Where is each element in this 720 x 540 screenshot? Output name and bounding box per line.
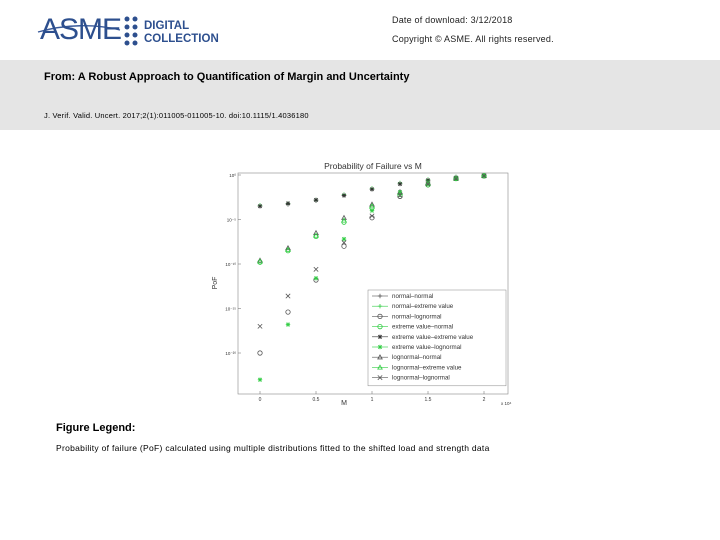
y-axis-label: PoF bbox=[212, 276, 219, 290]
legend-entry: extreme value–lognormal bbox=[392, 344, 462, 351]
logo-wordmark: ASME bbox=[40, 13, 122, 46]
x-tick-label: 1 bbox=[370, 397, 374, 403]
article-info-band bbox=[0, 60, 720, 130]
data-point bbox=[258, 204, 262, 208]
y-tick-label: 10⁻⁵ bbox=[226, 217, 236, 223]
article-citation: J. Verif. Valid. Uncert. 2017;2(1):011005-011005-10. doi:10.1115/1.4036180 bbox=[44, 111, 309, 120]
logo-dots-icon bbox=[125, 17, 138, 46]
chart-title: Probability of Failure vs M bbox=[324, 161, 422, 171]
legend-entry: extreme value–normal bbox=[392, 323, 454, 331]
data-point bbox=[314, 276, 318, 280]
download-date: Date of download: 3/12/2018 bbox=[392, 15, 513, 25]
x-axis-label: M bbox=[341, 400, 347, 407]
y-tick-label: 10⁻²⁰ bbox=[225, 351, 236, 356]
y-tick-label: 10⁻¹⁰ bbox=[225, 262, 236, 267]
asme-digital-collection-logo bbox=[36, 10, 246, 50]
pof-vs-m-chart bbox=[205, 155, 515, 410]
legend-marker bbox=[378, 345, 382, 349]
x-multiplier: x 10⁴ bbox=[501, 401, 512, 406]
y-tick-label: 10⁻¹⁵ bbox=[225, 306, 236, 312]
data-point bbox=[286, 322, 290, 326]
x-tick-label: 0.5 bbox=[312, 397, 320, 403]
logo-product-line2: COLLECTION bbox=[144, 33, 219, 45]
x-tick-label: 0 bbox=[258, 397, 262, 403]
data-point bbox=[286, 201, 290, 205]
x-tick-label: 2 bbox=[482, 397, 486, 403]
data-point bbox=[314, 198, 318, 202]
legend-entry: normal–extreme value bbox=[392, 303, 454, 311]
data-point bbox=[342, 193, 346, 197]
figure-legend-heading: Figure Legend: bbox=[56, 422, 136, 434]
legend-entry: lognormal–lognormal bbox=[392, 374, 450, 382]
logo-product-line1: DIGITAL bbox=[144, 20, 190, 32]
copyright-notice: Copyright © ASME. All rights reserved. bbox=[392, 34, 554, 44]
legend-entry: extreme value–extreme value bbox=[392, 333, 474, 341]
y-tick-label: 10⁰ bbox=[229, 173, 236, 178]
chart-legend bbox=[368, 290, 506, 386]
data-point bbox=[370, 208, 374, 212]
data-point bbox=[258, 378, 262, 382]
article-title: From: A Robust Approach to Quantification of Margin and Uncertainty bbox=[44, 71, 410, 83]
legend-entry: lognormal–normal bbox=[392, 354, 442, 362]
legend-entry: normal–lognormal bbox=[392, 313, 442, 321]
legend-entry: lognormal–extreme value bbox=[392, 364, 462, 372]
x-tick-label: 1.5 bbox=[424, 397, 432, 403]
figure-legend-text: Probability of failure (PoF) calculated using multiple distributions fitted to the shifted load and strength data bbox=[56, 443, 490, 453]
data-point bbox=[370, 187, 374, 191]
data-point bbox=[398, 182, 402, 186]
legend-entry: normal–normal bbox=[392, 293, 434, 300]
legend-marker bbox=[378, 335, 382, 339]
